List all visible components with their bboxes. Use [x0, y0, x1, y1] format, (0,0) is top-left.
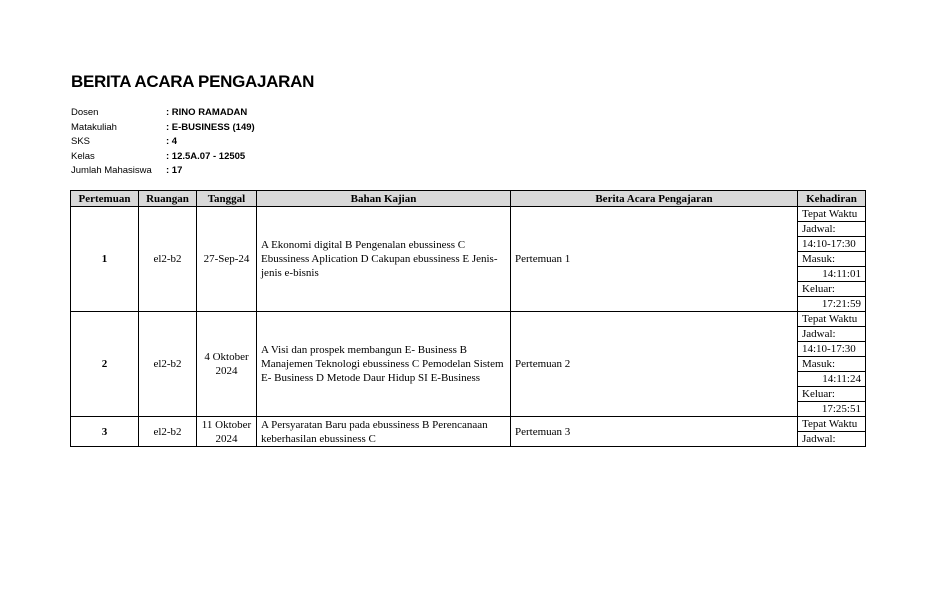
cell-ruangan: el2-b2 [139, 417, 197, 447]
check-out-label: Keluar: [798, 282, 865, 297]
info-value: : 4 [166, 136, 178, 147]
table-header-row [71, 191, 866, 207]
cell-bahan-kajian: A Ekonomi digital B Pengenalan ebussiness C Ebussiness Aplication D Cakupan ebussiness E Jenis-jenis e-bisnis [257, 207, 511, 312]
cell-pertemuan: 2 [71, 312, 139, 417]
cell-pertemuan: 3 [71, 417, 139, 447]
schedule-label: Jadwal: [802, 433, 836, 445]
attendance-table [70, 190, 866, 447]
info-value: : E-BUSINESS (149) [166, 121, 255, 133]
column-header-berita-acara: Berita Acara Pengajaran [511, 191, 798, 207]
column-header-ruangan: Ruangan [139, 191, 197, 207]
schedule-label: Jadwal: [798, 327, 865, 342]
cell-kehadiran [798, 417, 866, 447]
check-in-label: Masuk: [798, 252, 865, 267]
check-in-label: Masuk: [798, 357, 865, 372]
cell-kehadiran [798, 207, 866, 312]
cell-pertemuan: 1 [71, 207, 139, 312]
check-out-time: 17:21:59 [821, 298, 861, 310]
attendance-status: Tepat Waktu [798, 207, 865, 222]
cell-tanggal: 4 Oktober 2024 [197, 312, 257, 417]
cell-berita-acara: Pertemuan 2 [511, 312, 798, 417]
page-title: BERITA ACARA PENGAJARAN [71, 72, 315, 91]
table-row [71, 207, 866, 312]
document-info [71, 106, 255, 179]
cell-bahan-kajian: A Visi dan prospek membangun E- Business B Manajemen Teknologi ebussiness C Pemodelan Sistem E- Business D Metode Daur Hidup SI E-Business [257, 312, 511, 417]
info-label: Matakuliah [71, 121, 117, 133]
check-in-time: 14:11:01 [798, 267, 865, 282]
info-value: : RINO RAMADAN [166, 107, 248, 118]
cell-ruangan: el2-b2 [139, 312, 197, 417]
check-out-time: 17:25:51 [821, 403, 861, 415]
info-row-kelas [71, 150, 255, 165]
attendance-status: Tepat Waktu [798, 417, 865, 432]
column-header-bahan-kajian: Bahan Kajian [257, 191, 511, 207]
info-label: Dosen [71, 107, 99, 118]
schedule-time: 14:10-17:30 [798, 342, 865, 357]
cell-kehadiran [798, 312, 866, 417]
check-out-label: Keluar: [798, 387, 865, 402]
info-row-dosen [71, 106, 255, 121]
cell-berita-acara: Pertemuan 1 [511, 207, 798, 312]
info-row-sks [71, 135, 255, 150]
info-value: : 12.5A.07 - 12505 [166, 150, 246, 162]
info-label: Jumlah Mahasiswa [71, 165, 152, 176]
cell-berita-acara: Pertemuan 3 [511, 417, 798, 447]
column-header-kehadiran: Kehadiran [798, 191, 866, 207]
check-in-time: 14:11:24 [798, 372, 865, 387]
table-row [71, 417, 866, 447]
table-row [71, 312, 866, 417]
info-label: Kelas [71, 150, 95, 162]
column-header-tanggal: Tanggal [197, 191, 257, 207]
schedule-label: Jadwal: [798, 222, 865, 237]
column-header-pertemuan: Pertemuan [71, 191, 139, 207]
info-row-jumlah-mahasiswa [71, 164, 255, 179]
info-label: SKS [71, 136, 91, 147]
attendance-status: Tepat Waktu [798, 312, 865, 327]
schedule-time: 14:10-17:30 [798, 237, 865, 252]
info-row-matakuliah [71, 121, 255, 136]
cell-bahan-kajian: A Persyaratan Baru pada ebussiness B Perencanaan keberhasilan ebussiness C [257, 417, 511, 447]
cell-tanggal: 27-Sep-24 [197, 207, 257, 312]
cell-tanggal: 11 Oktober 2024 [197, 417, 257, 447]
info-value: : 17 [166, 165, 183, 176]
cell-ruangan: el2-b2 [139, 207, 197, 312]
